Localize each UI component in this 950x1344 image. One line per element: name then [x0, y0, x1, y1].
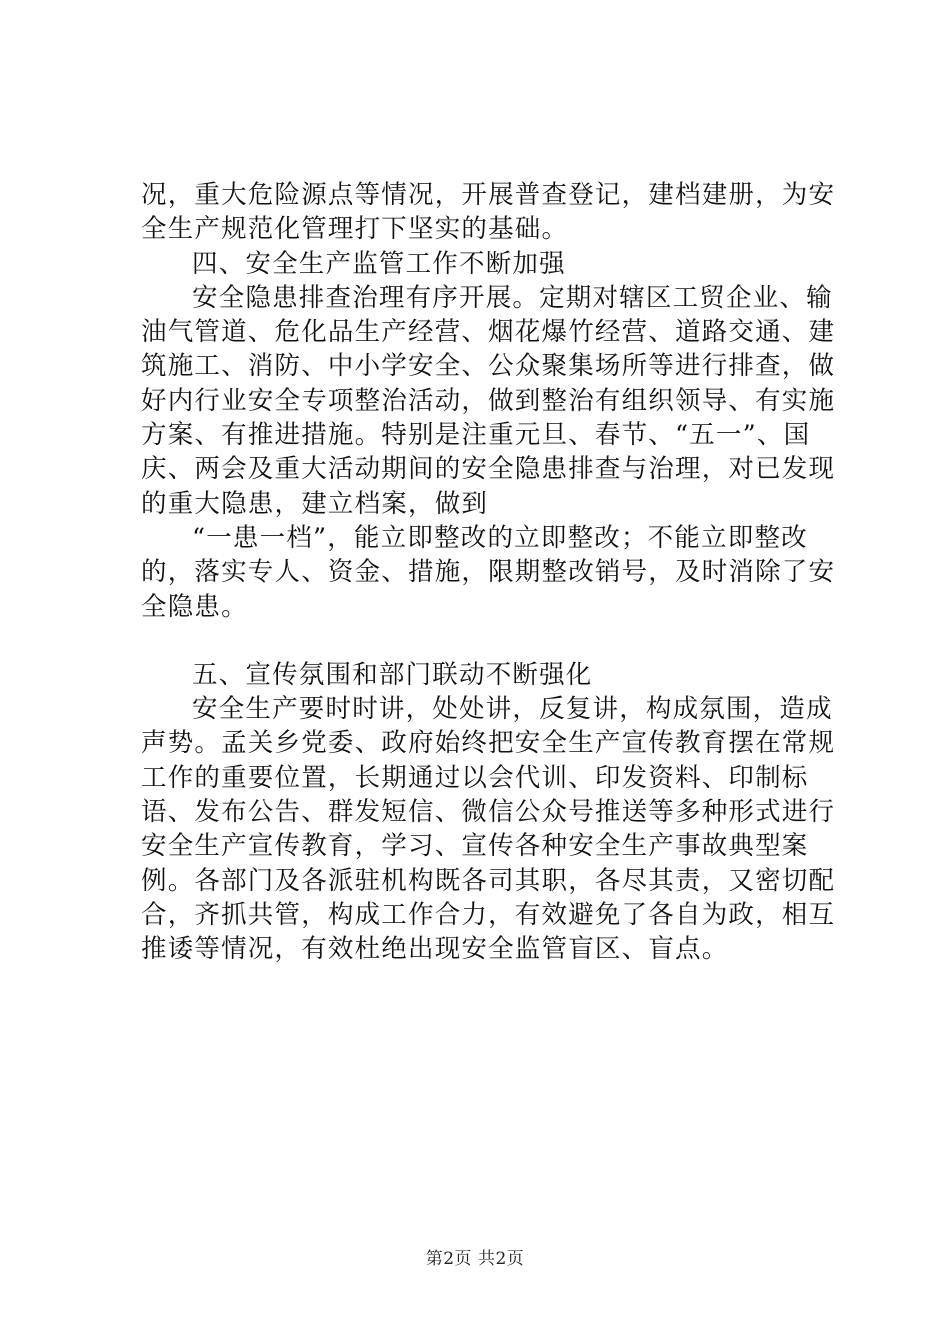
section-heading-5: 五、宣传氛围和部门联动不断强化: [192, 659, 593, 690]
paragraph-4a: 安全隐患排查治理有序开展。定期对辖区工贸企业、输油气管道、危化品生产经营、烟花爆竹经营、道路交通、建筑施工、消防、中小学安全、公众聚集场所等进行排查，做好内行业安全专项整治活动，做到整治有组织领导、有实施方案、有推进措施。特别是注重元旦、春节、“五一”、国庆、两会及重大活动期间的安全隐患排查与治理，对已发现的重大隐患，建立档案，做到: [141, 282, 836, 519]
section-heading-4: 四、安全生产监管工作不断加强: [192, 248, 566, 279]
paragraph-spacer: [141, 624, 841, 658]
paragraph-5: 安全生产要时时讲，处处讲，反复讲，构成氛围，造成声势。孟关乡党委、政府始终把安全生产宣传教育摆在常规工作的重要位置，长期通过以会代训、印发资料、印制标语、发布公告、群发短信、微信公众号推送等多种形式进行安全生产宣传教育，学习、宣传各种安全生产事故典型案例。各部门及各派驻机构既各司其职，各尽其责，又密切配合，齐抓共管，构成工作合力，有效避免了各自为政，相互推诿等情况，有效杜绝出现安全监管盲区、盲点。: [141, 694, 836, 965]
paragraph-4b: “一患一档”，能立即整改的立即整改；不能立即整改的，落实专人、资金、措施，限期整改销号，及时消除了安全隐患。: [141, 522, 836, 622]
paragraph-continued: 况，重大危险源点等情况，开展普查登记，建档建册，为安全生产规范化管理打下坚实的基础。: [141, 180, 836, 245]
page-footer: 第2页 共2页: [425, 1249, 525, 1269]
document-body: [141, 178, 841, 967]
